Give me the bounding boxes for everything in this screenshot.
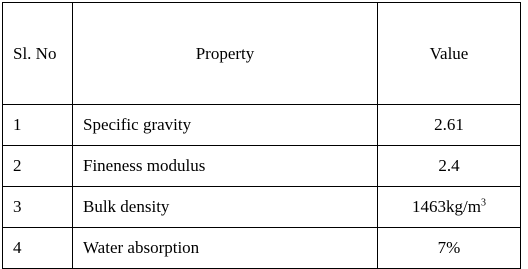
value-text: 2.4 [438,156,460,175]
table-row [3,146,521,187]
header-row [3,3,521,105]
row-value [378,105,521,146]
value-superscript: 3 [480,197,486,209]
table-row [3,105,521,146]
value-text: 7% [437,238,461,257]
row-number: 4 [3,228,73,269]
row-value [378,228,521,269]
table-row [3,228,521,269]
value-text: 1463kg/m [412,197,481,216]
header-property: Property [73,3,378,105]
row-property: Specific gravity [73,105,378,146]
row-number: 2 [3,146,73,187]
properties-table [2,2,521,269]
row-value [378,187,521,228]
header-sl-no: Sl. No [3,3,73,105]
row-property: Bulk density [73,187,378,228]
row-number: 3 [3,187,73,228]
value-text: 2.61 [434,115,464,134]
row-value [378,146,521,187]
table-header [3,3,521,105]
table-row [3,187,521,228]
row-property: Fineness modulus [73,146,378,187]
row-property: Water absorption [73,228,378,269]
table-body [3,105,521,269]
header-value: Value [378,3,521,105]
row-number: 1 [3,105,73,146]
